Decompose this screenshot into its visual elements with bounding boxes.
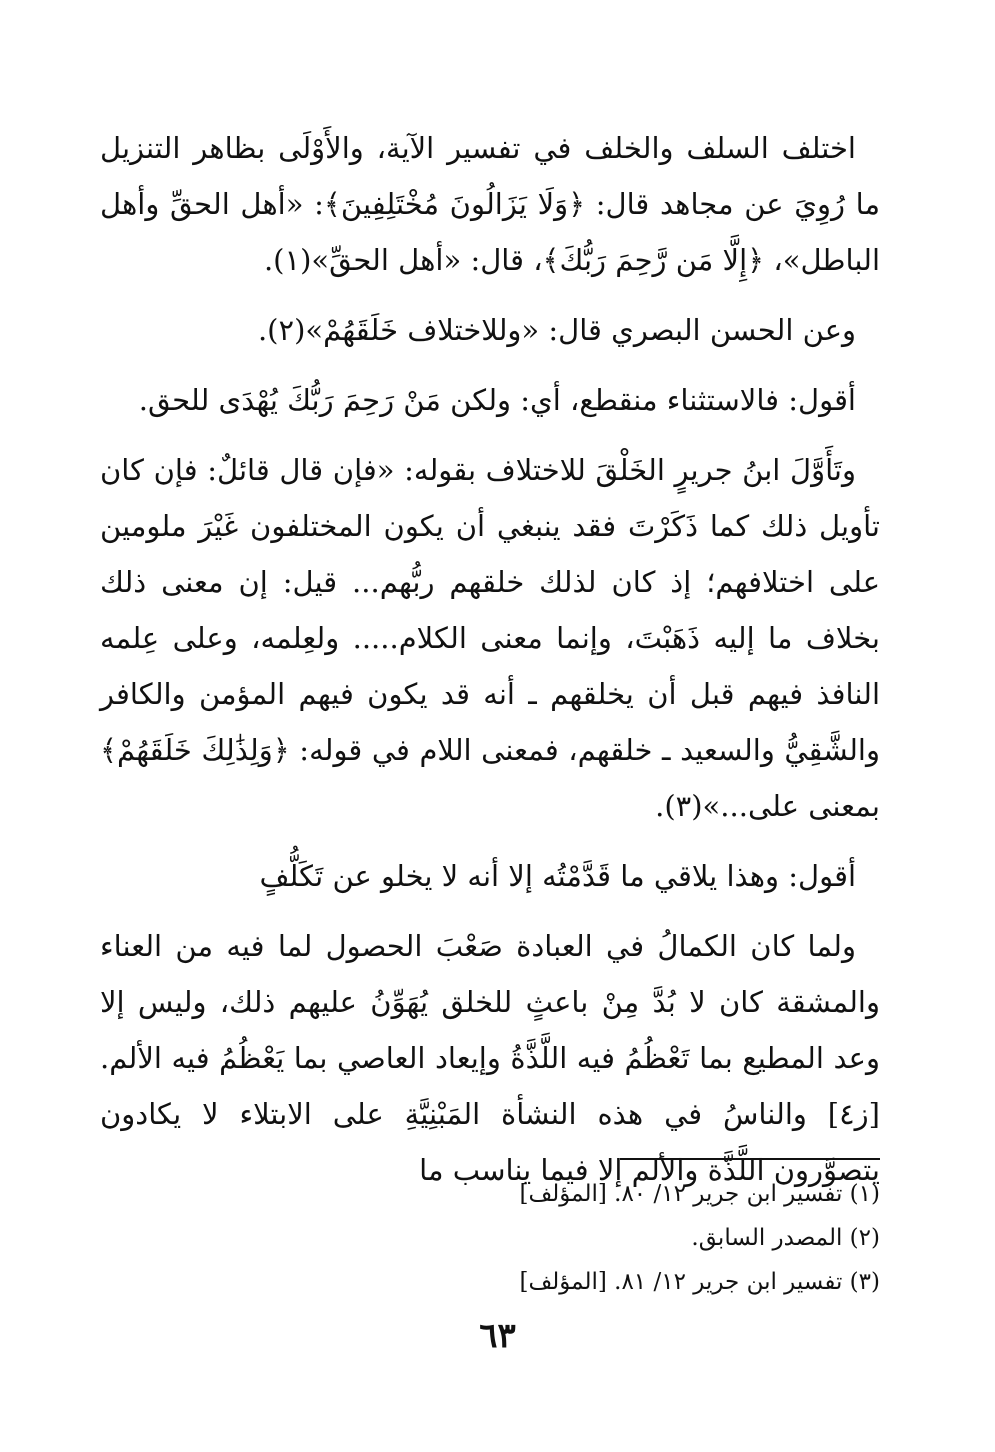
footnotes bbox=[300, 1172, 880, 1304]
main-text bbox=[100, 120, 880, 1198]
paragraph-4: وتَأَوَّلَ ابنُ جريرٍ الخَلْقَ للاختلاف بقوله: «فإن قال قائلٌ: فإن كان تأويل ذلك كما ذَكَرْتَ فقد ينبغي أن يكون المختلفون غَيْرَ ملومين على اختلافهم؛ إذ كان لذلك خلقهم ربُّهم... قيل: إن معنى ذلك بخلاف ما إليه ذَهَبْتَ، وإنما معنى الكلام..... ولعِلمه، وعلى عِلمه النافذ فيهم قبل أن يخلقهم ـ أنه قد يكون فيهم المؤمن والكافر والشَّقِيُّ والسعيد ـ خلقهم، فمعنى اللام في قوله: ﴿وَلِذَٰلِكَ خَلَقَهُمْ﴾ بمعنى على...»(٣). bbox=[100, 453, 880, 823]
footnote-2: (٢) المصدر السابق. bbox=[691, 1225, 880, 1251]
footnote-3: (٣) تفسير ابن جرير ١٢/ ٨١. [المؤلف] bbox=[519, 1269, 880, 1295]
footnote-divider bbox=[620, 1158, 880, 1160]
paragraph-6: ولما كان الكمالُ في العبادة صَعْبَ الحصول لما فيه من العناء والمشقة كان لا بُدَّ مِنْ باعثٍ للخلق يُهَوِّنُ عليهم ذلك، وليس إلا وعد المطيع بما تَعْظُمُ فيه اللَّذَّةُ وإيعاد العاصي بما يَعْظُمُ فيه الألم. [ز٤] والناسُ في هذه النشأة المَبْنِيَّةِ على الابتلاء لا يكادون يتصوَّرون اللَّذَّة والألم إلا فيما يناسب ما bbox=[100, 929, 880, 1187]
page-number: ٦٣ bbox=[479, 1316, 516, 1356]
footnote-1: (١) تفسير ابن جرير ١٢/ ٨٠. [المؤلف] bbox=[519, 1181, 880, 1207]
paragraph-1: اختلف السلف والخلف في تفسير الآية، والأَوْلَى بظاهر التنزيل ما رُوِيَ عن مجاهد قال: ﴿وَلَا يَزَالُونَ مُخْتَلِفِينَ﴾: «أهل الحقِّ وأهل الباطل»، ﴿إِلَّا مَن رَّحِمَ رَبُّكَ﴾، قال: «أهل الحقِّ»(١). bbox=[100, 131, 880, 277]
paragraph-3: أقول: فالاستثناء منقطع، أي: ولكن مَنْ رَحِمَ رَبُّكَ يُهْدَى للحق. bbox=[138, 383, 856, 417]
paragraph-2: وعن الحسن البصري قال: «وللاختلاف خَلَقَهُمْ»(٢). bbox=[257, 313, 856, 347]
paragraph-5: أقول: وهذا يلاقي ما قَدَّمْتُه إلا أنه لا يخلو عن تَكَلُّفٍ bbox=[259, 859, 856, 893]
